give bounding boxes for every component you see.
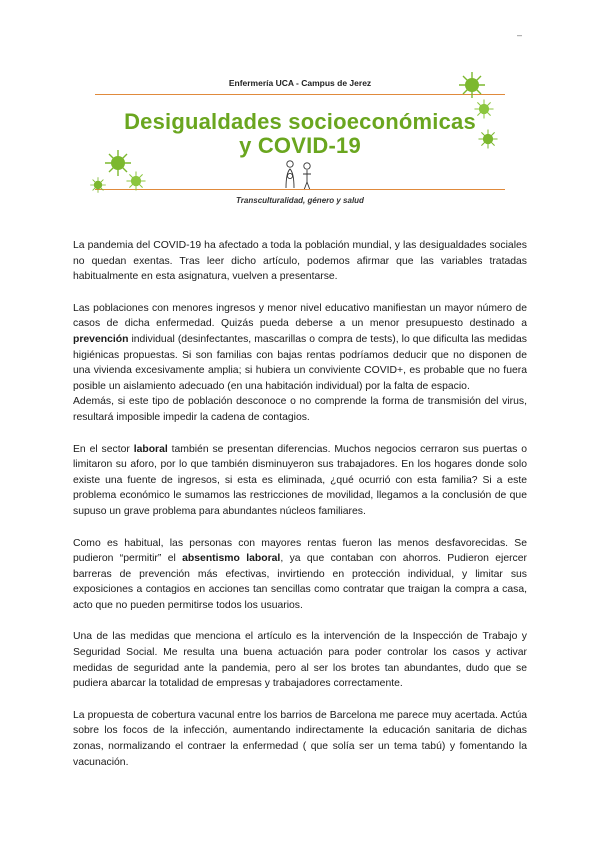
paragraph: La pandemia del COVID-19 ha afectado a toda la población mundial, y las desigualdades sociales no quedan exentas. Tras leer dicho artículo, podemos afirmar que las variables tratadas habitualmente en esta asignatura, vuelven a presentarse. — [73, 240, 527, 283]
virus-icon — [125, 170, 147, 192]
virus-icon — [89, 176, 107, 194]
paragraph-text: Las poblaciones con menores ingresos y menor nivel educativo manifiestan un mayor número de casos de dicha enfermedad. Quizás pueda deberse a un menor presupuesto destinado a — [73, 302, 527, 330]
emphasis-text: prevención — [73, 333, 129, 345]
emphasis-text: absentismo laboral — [182, 553, 281, 565]
header-rule-top — [95, 94, 505, 95]
paragraph-text: Como es habitual, las personas con mayores rentas fueron las menos desfavorecidas. Se pudieron “permitir” el — [73, 537, 527, 565]
family-figures-icon — [283, 158, 317, 192]
paragraph-text: individual (desinfectantes, mascarillas o compra de tests), lo que dificulta las medidas higiénicas propuestas. Si son familias con bajas rentas podríamos deducir que no disponen de una vivienda excesivamente amplia; si hubiera un conviviente COVID+, es probable que no fuera posible un aislamiento adecuado (en una habitación individual) por la falta de espacio. — [73, 333, 527, 392]
paragraph — [73, 301, 527, 395]
paragraph-text: , ya que contaban con ahorros. Pudieron ejercer barreras de prevención más efectivas, invirtiendo en protección individual, y limitar sus exposiciones a contagios en acciones tan sencillas como contratar que traigan la compra a casa, acto que no pueden permitirse todos los usuarios. — [73, 553, 527, 611]
paragraph: La propuesta de cobertura vacunal entre los barrios de Barcelona me parece muy acertada. Actúa sobre los focos de la infección, aumentando indirectamente la educación sanitaria de dichas zonas, normalizando el contraer la enfermedad ( que solía ser un tema tabú) y fomentando la vacunación. — [73, 709, 527, 768]
page-mark: – — [516, 30, 522, 40]
emphasis-text: laboral — [133, 443, 168, 455]
virus-icon — [477, 128, 499, 150]
paragraph-text: En el sector — [73, 443, 134, 455]
page-title — [95, 110, 505, 158]
paragraph — [73, 536, 527, 614]
header-banner — [95, 66, 505, 216]
virus-icon — [457, 70, 487, 100]
paragraph: Además, si este tipo de población desconoce o no comprende la forma de transmisión del virus, resultará imposible impedir la cadena de contagios. — [73, 396, 527, 423]
paragraph-text: también se presentan diferencias. Muchos negocios cerraron sus puertas o limitaron su aforo, por lo que también disminuyeron sus trabajadores. En los hogares donde solo existe una fuente de ingresos, si esta es eliminada, ¿qué ocurrió con esta familia? Si a este problema económico le sumamos las restricciones de movilidad, llegamos a la conclusión de que supuso un grave problema para abundantes núcleos familiares. — [73, 443, 527, 517]
title-line-2: y COVID-19 — [239, 133, 361, 158]
page-subtitle: Transculturalidad, género y salud — [236, 196, 364, 205]
institution-label: Enfermería UCA - Campus de Jerez — [228, 78, 372, 88]
header-rule-bottom — [95, 189, 505, 190]
article-body — [73, 238, 527, 786]
paragraph — [73, 442, 527, 520]
virus-icon — [473, 98, 495, 120]
paragraph: Una de las medidas que menciona el artículo es la intervención de la Inspección de Trabajo y Seguridad Social. Me resulta una buena actuación para poder controlar los casos y activar medidas de seguridad ante la pandemia, pero al ser los brotes tan abundantes, dudo que se pudiera abarcar la totalidad de empresas y trabajadores correctamente. — [73, 631, 527, 690]
title-line-1: Desigualdades socioeconómicas — [124, 109, 476, 134]
